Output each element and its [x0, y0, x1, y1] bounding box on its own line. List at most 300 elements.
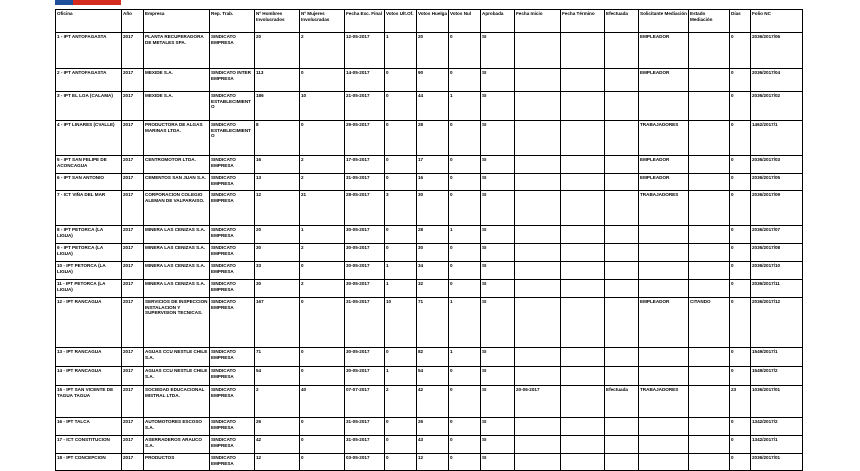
table-cell: 2 - IPT ANTOFAGASTA — [56, 69, 122, 92]
table-cell: SI — [481, 280, 515, 298]
table-cell: 2017 — [122, 367, 144, 386]
table-cell: MINERA LAS CENIZAS S.A. — [144, 244, 210, 262]
table-cell: 23 — [730, 386, 751, 418]
table-cell: 2017 — [122, 156, 144, 174]
table-cell — [689, 156, 730, 174]
table-row — [56, 92, 803, 121]
table-cell: SI — [481, 69, 515, 92]
table-cell: 2036/2017/12 — [751, 298, 803, 348]
table-cell: 0 — [449, 156, 481, 174]
table-cell: 30-05-2017 — [345, 348, 385, 367]
table-cell — [561, 92, 605, 121]
table-cell: 0 — [730, 244, 751, 262]
table-cell: 20 — [255, 226, 300, 244]
table-cell — [605, 174, 639, 191]
table-cell — [689, 191, 730, 226]
table-cell — [515, 226, 561, 244]
table-cell: SINDICATO EMPRESA — [210, 367, 255, 386]
table-cell: 0 — [385, 418, 417, 436]
column-header: Fecha Inicio — [515, 10, 561, 33]
table-cell: 03-05-2017 — [345, 454, 385, 471]
table-cell: 1 — [385, 280, 417, 298]
table-cell: 0 — [449, 454, 481, 471]
table-cell — [689, 367, 730, 386]
table-row — [56, 156, 803, 174]
table-cell: 31-05-2017 — [345, 174, 385, 191]
table-cell: 29-05-2017 — [345, 121, 385, 156]
table-cell: 20 — [417, 33, 449, 69]
table-row — [56, 418, 803, 436]
table-cell: EMPLEADOR — [639, 33, 689, 69]
table-cell — [605, 226, 639, 244]
table-cell: SINDICATO EMPRESA — [210, 262, 255, 280]
table-cell — [561, 436, 605, 454]
table-cell — [515, 244, 561, 262]
table-cell: SI — [481, 367, 515, 386]
column-header: Solicitante Mediación — [639, 10, 689, 33]
table-cell — [605, 454, 639, 471]
column-header: Folio NC — [751, 10, 803, 33]
table-cell: 2017 — [122, 418, 144, 436]
table-cell: 0 — [730, 367, 751, 386]
table-cell: 0 — [300, 454, 345, 471]
column-header: Votos Ult.Of. — [385, 10, 417, 33]
table-cell: SINDICATO ESTABLECIMIENTO — [210, 92, 255, 121]
table-cell: 0 — [730, 454, 751, 471]
table-cell: SINDICATO ESTABLECIMIENTO — [210, 121, 255, 156]
table-cell: 90 — [417, 69, 449, 92]
table-cell: 12 — [417, 454, 449, 471]
table-cell: 2036/2017/06 — [751, 33, 803, 69]
table-cell: 2036/2017/03 — [751, 156, 803, 174]
table-cell: 31-05-2017 — [345, 418, 385, 436]
table-cell: EMPLEADOR — [639, 174, 689, 191]
table-cell: 2017 — [122, 386, 144, 418]
table-cell: EMPLEADOR — [639, 298, 689, 348]
table-cell: 10 — [385, 298, 417, 348]
table-cell: 0 — [385, 174, 417, 191]
table-cell: 42 — [255, 436, 300, 454]
table-cell: SINDICATO EMPRESA — [210, 191, 255, 226]
table-cell: 0 — [300, 262, 345, 280]
table-cell: 2017 — [122, 121, 144, 156]
table-cell: SI — [481, 156, 515, 174]
table-cell: SI — [481, 174, 515, 191]
table-cell: 0 — [385, 244, 417, 262]
table-cell: 1 — [385, 33, 417, 69]
table-cell: SINDICATO EMPRESA — [210, 156, 255, 174]
table-cell: 0 — [449, 33, 481, 69]
table-cell: 16 — [417, 174, 449, 191]
table-cell: 17 - ICT CONSTITUCION — [56, 436, 122, 454]
table-cell — [515, 92, 561, 121]
table-cell: 0 — [449, 436, 481, 454]
table-cell — [605, 298, 639, 348]
table-cell: PLANTA RECUPERADORA DE METALES SPA. — [144, 33, 210, 69]
table-cell: 2017 — [122, 92, 144, 121]
table-cell — [639, 280, 689, 298]
column-header: Votos Huelga — [417, 10, 449, 33]
table-cell: SERVICIOS DE INSPECCION INSTALACION Y SUPERVISION TECNICAS. — [144, 298, 210, 348]
table-cell — [605, 418, 639, 436]
table-cell: 16 - IPT TALCA — [56, 418, 122, 436]
table-cell — [605, 191, 639, 226]
column-header: Empresa — [144, 10, 210, 33]
table-cell: 42 — [417, 386, 449, 418]
table-cell: 2017 — [122, 436, 144, 454]
table-cell — [515, 418, 561, 436]
table-cell: SINDICATO EMPRESA — [210, 386, 255, 418]
table-cell: 54 — [417, 367, 449, 386]
table-cell: MINERA LAS CENIZAS S.A. — [144, 262, 210, 280]
table-cell: 30-05-2017 — [345, 244, 385, 262]
table-cell: 14-05-2017 — [345, 69, 385, 92]
column-header: Votos Nul — [449, 10, 481, 33]
table-cell — [561, 348, 605, 367]
table-cell — [561, 226, 605, 244]
table-cell: 8 - IPT PETORCA (LA LIGUA) — [56, 226, 122, 244]
table-cell — [561, 386, 605, 418]
table-cell: SI — [481, 418, 515, 436]
table-cell — [639, 226, 689, 244]
table-row — [56, 121, 803, 156]
table-cell: 0 — [449, 386, 481, 418]
table-cell — [605, 121, 639, 156]
table-cell — [515, 436, 561, 454]
table-cell: 32 — [417, 280, 449, 298]
table-cell — [561, 454, 605, 471]
table-cell: MINERA LAS CENIZAS S.A. — [144, 226, 210, 244]
table-cell: 20 — [255, 33, 300, 69]
table-cell — [605, 92, 639, 121]
column-header: Rep. Trab. — [210, 10, 255, 33]
table-cell: 0 — [300, 298, 345, 348]
table-row — [56, 191, 803, 226]
table-cell: 28 — [417, 121, 449, 156]
table-cell: EMPLEADOR — [639, 69, 689, 92]
table-cell: TRABAJADORES — [639, 191, 689, 226]
table-cell: MEXIDE S.A. — [144, 69, 210, 92]
table-cell: 71 — [417, 298, 449, 348]
table-cell — [605, 244, 639, 262]
table-cell: SINDICATO EMPRESA — [210, 418, 255, 436]
table-cell: 1549/2017/1 — [751, 348, 803, 367]
table-cell: 14 - IPT RANCAGUA — [56, 367, 122, 386]
table-cell: 0 — [449, 367, 481, 386]
table-cell: 2017 — [122, 298, 144, 348]
table-cell: SINDICATO EMPRESA — [210, 244, 255, 262]
table-cell — [689, 386, 730, 418]
table-cell: 0 — [385, 121, 417, 156]
table-cell: 31-05-2017 — [345, 298, 385, 348]
table-cell: 113 — [255, 69, 300, 92]
table-cell: 1 — [449, 226, 481, 244]
table-cell: 43 — [417, 436, 449, 454]
table-cell: 0 — [449, 262, 481, 280]
table-cell: 0 — [730, 33, 751, 69]
table-cell: 2017 — [122, 244, 144, 262]
table-cell — [561, 244, 605, 262]
table-cell — [689, 454, 730, 471]
table-cell: 12 - IPT RANCAGUA — [56, 298, 122, 348]
table-cell — [605, 280, 639, 298]
huelgas-report-table — [55, 9, 803, 471]
table-cell: 0 — [730, 174, 751, 191]
table-cell: 0 — [385, 69, 417, 92]
table-cell — [639, 92, 689, 121]
table-cell: EMPLEADOR — [639, 156, 689, 174]
table-cell: 2017 — [122, 191, 144, 226]
table-cell: SINDICATO EMPRESA — [210, 454, 255, 471]
table-cell: 16 — [255, 156, 300, 174]
table-cell: 0 — [449, 280, 481, 298]
table-cell: 5 - IPT SAN FELIPE DE ACONCAGUA — [56, 156, 122, 174]
table-cell — [515, 191, 561, 226]
table-cell: 0 — [449, 69, 481, 92]
table-cell: 40 — [300, 386, 345, 418]
table-cell — [561, 262, 605, 280]
table-cell — [689, 418, 730, 436]
table-cell: CEMENTOS SAN JUAN S.A. — [144, 174, 210, 191]
table-cell — [561, 298, 605, 348]
table-cell: 17 — [417, 156, 449, 174]
table-cell: SINDICATO EMPRESA — [210, 298, 255, 348]
column-header: Nº Hombres Involucrados — [255, 10, 300, 33]
table-cell — [561, 121, 605, 156]
logo-red-block — [73, 0, 121, 5]
table-cell: 0 — [730, 298, 751, 348]
table-cell: 2036/2017/11 — [751, 280, 803, 298]
table-cell: 2036/2017/01 — [751, 454, 803, 471]
table-cell: 7 - ICT VIÑA DEL MAR — [56, 191, 122, 226]
table-cell — [605, 367, 639, 386]
table-cell: 1342/2017/2 — [751, 418, 803, 436]
table-cell: 4 - IPT LINARES (CVALLE) — [56, 121, 122, 156]
table-cell: 2036/2017/09 — [751, 191, 803, 226]
table-cell: 0 — [300, 121, 345, 156]
table-cell — [515, 156, 561, 174]
table-cell — [515, 262, 561, 280]
table-cell: MINERA LAS CENIZAS S.A. — [144, 280, 210, 298]
table-cell: 21-05-2017 — [345, 92, 385, 121]
table-cell: 1 — [449, 92, 481, 121]
table-cell: 8 — [255, 121, 300, 156]
table-cell: 167 — [255, 298, 300, 348]
table-cell: 21 — [300, 191, 345, 226]
table-cell: 0 — [730, 348, 751, 367]
table-cell: 0 — [449, 244, 481, 262]
table-cell: 2017 — [122, 348, 144, 367]
table-cell: 1549/2017/2 — [751, 367, 803, 386]
table-cell: 2 — [300, 33, 345, 69]
table-cell: AGUAS CCU NESTLE CHILE S.A. — [144, 348, 210, 367]
table-cell: 30-05-2017 — [345, 262, 385, 280]
table-cell — [689, 121, 730, 156]
table-cell: 0 — [730, 262, 751, 280]
table-cell — [689, 348, 730, 367]
table-cell: 2036/2017/08 — [751, 244, 803, 262]
table-cell: 26 — [417, 418, 449, 436]
table-cell: 2017 — [122, 174, 144, 191]
table-cell: CORPORACION COLEGIO ALEMAN DE VALPARAISO. — [144, 191, 210, 226]
table-cell: SI — [481, 386, 515, 418]
table-cell: 34 — [417, 262, 449, 280]
table-row — [56, 386, 803, 418]
table-cell: 2017 — [122, 33, 144, 69]
column-header: Oficina — [56, 10, 122, 33]
table-cell: 11 - IPT PETORCA (LA LIGUA) — [56, 280, 122, 298]
table-cell — [561, 191, 605, 226]
column-header: Fecha Término — [561, 10, 605, 33]
table-cell: 12 — [255, 454, 300, 471]
table-cell: SINDICATO EMPRESA — [210, 436, 255, 454]
table-cell: 0 — [300, 418, 345, 436]
table-cell — [605, 69, 639, 92]
table-cell — [639, 348, 689, 367]
table-cell: 30-05-2017 — [345, 226, 385, 244]
table-cell — [515, 174, 561, 191]
table-cell: 1 — [449, 348, 481, 367]
table-cell — [515, 69, 561, 92]
table-cell: 2 — [300, 156, 345, 174]
table-row — [56, 69, 803, 92]
table-cell — [561, 156, 605, 174]
table-cell: 17-05-2017 — [345, 156, 385, 174]
table-cell: 44 — [417, 92, 449, 121]
table-cell: SI — [481, 262, 515, 280]
table-cell: 28-05-2017 — [345, 191, 385, 226]
table-cell: 33 — [255, 262, 300, 280]
table-cell: 30 — [255, 244, 300, 262]
table-cell — [639, 454, 689, 471]
table-cell: 1 - IPT ANTOFAGASTA — [56, 33, 122, 69]
table-cell — [689, 69, 730, 92]
table-cell — [515, 121, 561, 156]
table-cell: SI — [481, 226, 515, 244]
table-cell — [605, 33, 639, 69]
table-cell — [605, 436, 639, 454]
table-cell — [689, 244, 730, 262]
table-cell: 2 — [385, 386, 417, 418]
table-cell — [605, 348, 639, 367]
table-cell: 10 - IPT PETORCA (LA LIGUA) — [56, 262, 122, 280]
table-cell: 10 — [300, 92, 345, 121]
table-cell: 20-06-2017 — [515, 386, 561, 418]
table-cell: 2 — [300, 280, 345, 298]
table-cell — [515, 33, 561, 69]
table-cell: 2 — [255, 386, 300, 418]
table-row — [56, 436, 803, 454]
table-cell: SI — [481, 92, 515, 121]
table-row — [56, 280, 803, 298]
table-cell: 0 — [300, 367, 345, 386]
table-cell: MEXIDE S.A. — [144, 92, 210, 121]
table-cell: 31-05-2017 — [345, 436, 385, 454]
table-cell: 2036/2017/04 — [751, 69, 803, 92]
table-cell: SINDICATO EMPRESA — [210, 226, 255, 244]
table-cell: 2036/2017/02 — [751, 92, 803, 121]
table-cell: 1 — [449, 298, 481, 348]
table-cell: 2 — [300, 174, 345, 191]
table-cell — [689, 262, 730, 280]
table-cell: 2017 — [122, 226, 144, 244]
table-cell — [689, 280, 730, 298]
table-cell: 2036/2017/07 — [751, 226, 803, 244]
table-cell: 0 — [730, 69, 751, 92]
table-cell: PRODUCTORA DE ALGAS MARINAS LTDA. — [144, 121, 210, 156]
table-cell: PRODUCTOS — [144, 454, 210, 471]
table-cell — [561, 418, 605, 436]
table-cell: 12 — [255, 191, 300, 226]
table-cell — [689, 174, 730, 191]
table-cell: 0 — [730, 156, 751, 174]
table-cell: 30-05-2017 — [345, 280, 385, 298]
table-cell: 0 — [449, 191, 481, 226]
column-header: Fecha Exc. Final — [345, 10, 385, 33]
table-row — [56, 33, 803, 69]
table-cell: 0 — [300, 69, 345, 92]
table-cell: 0 — [449, 174, 481, 191]
table-cell: 0 — [730, 191, 751, 226]
table-cell — [515, 367, 561, 386]
column-header: Nº Mujeres Involucradas — [300, 10, 345, 33]
table-cell — [515, 298, 561, 348]
table-cell: 0 — [730, 121, 751, 156]
table-cell: 0 — [730, 226, 751, 244]
table-cell — [515, 348, 561, 367]
table-cell: 0 — [385, 226, 417, 244]
table-row — [56, 454, 803, 471]
table-cell: SINDICATO EMPRESA — [210, 174, 255, 191]
table-cell — [689, 226, 730, 244]
table-cell — [561, 69, 605, 92]
table-cell: 0 — [730, 92, 751, 121]
table-cell: 0 — [385, 454, 417, 471]
table-row — [56, 174, 803, 191]
table-cell — [515, 454, 561, 471]
table-cell — [689, 92, 730, 121]
table-cell: SI — [481, 436, 515, 454]
table-cell: AUTOMOTORES ESCOSO S.A. — [144, 418, 210, 436]
table-cell: 0 — [730, 280, 751, 298]
table-cell: TRABAJADORES — [639, 386, 689, 418]
table-cell: 28 — [417, 226, 449, 244]
table-cell: 30 — [417, 191, 449, 226]
table-cell: SI — [481, 121, 515, 156]
table-cell — [561, 33, 605, 69]
table-row — [56, 226, 803, 244]
table-cell: ASERRADEROS ARAUCO S.A. — [144, 436, 210, 454]
table-cell: 0 — [449, 121, 481, 156]
gobierno-logo — [55, 0, 121, 5]
column-header: Año — [122, 10, 144, 33]
table-cell: 0 — [385, 436, 417, 454]
table-cell: 2036/2017/10 — [751, 262, 803, 280]
table-cell: SI — [481, 454, 515, 471]
table-cell: AGUAS CCU NESTLE CHILE S.A. — [144, 367, 210, 386]
table-cell: 2 — [300, 244, 345, 262]
table-cell: 1 — [300, 226, 345, 244]
table-cell: 0 — [730, 418, 751, 436]
table-cell: SINDICATO INTER EMPRESA — [210, 69, 255, 92]
table-cell: SINDICATO EMPRESA — [210, 280, 255, 298]
table-cell — [689, 33, 730, 69]
table-row — [56, 262, 803, 280]
table-cell — [515, 280, 561, 298]
table-cell: SI — [481, 191, 515, 226]
table-cell — [639, 262, 689, 280]
table-cell — [689, 436, 730, 454]
